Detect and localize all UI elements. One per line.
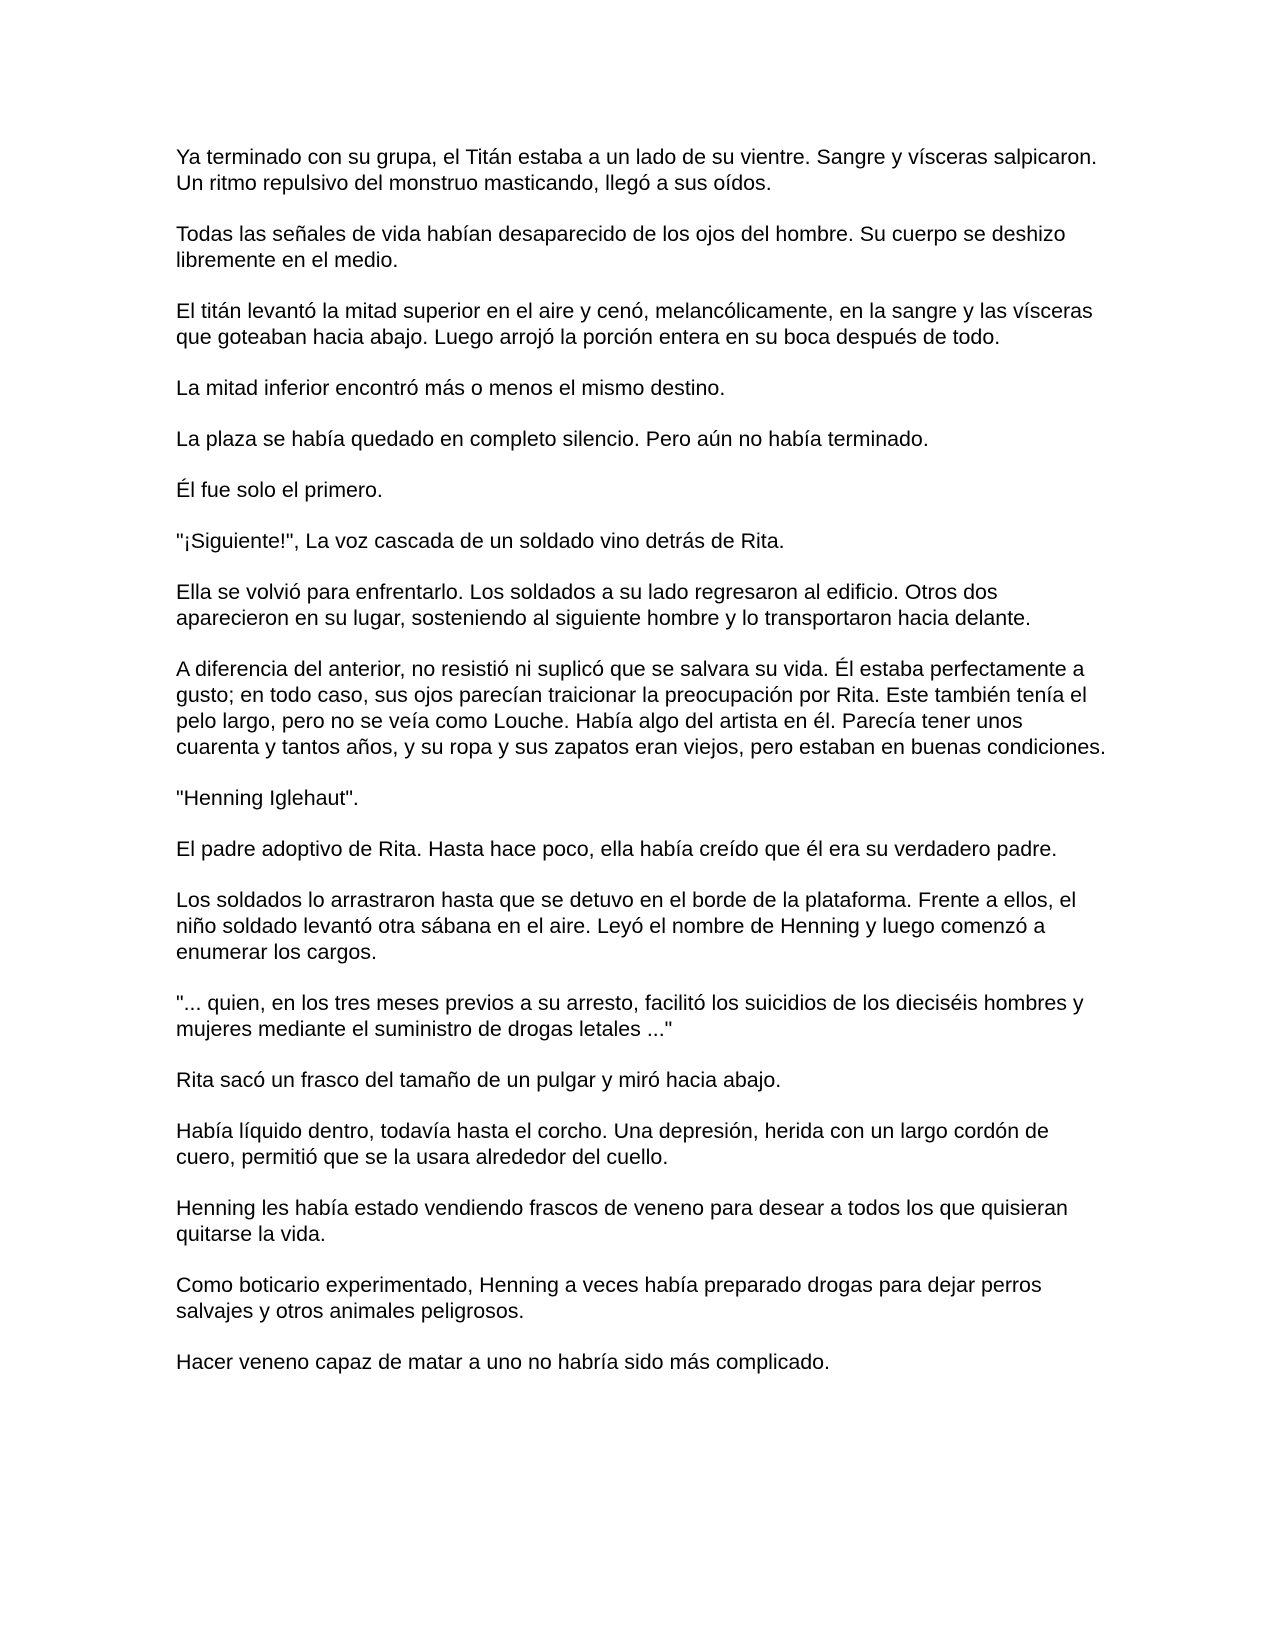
paragraph: La mitad inferior encontró más o menos el mismo destino. <box>176 376 726 400</box>
paragraph: Había líquido dentro, todavía hasta el corcho. Una depresión, herida con un largo cordón de cuero, permitió que se la usara alrededor del cuello. <box>176 1119 1049 1169</box>
paragraph: Todas las señales de vida habían desaparecido de los ojos del hombre. Su cuerpo se deshizo libremente en el medio. <box>176 222 1066 272</box>
paragraph: Él fue solo el primero. <box>176 478 383 502</box>
paragraph: Ya terminado con su grupa, el Titán estaba a un lado de su vientre. Sangre y vísceras salpicaron. Un ritmo repulsivo del monstruo masticando, llegó a sus oídos. <box>176 145 1098 195</box>
paragraph: Como boticario experimentado, Henning a veces había preparado drogas para dejar perros salvajes y otros animales peligrosos. <box>176 1273 1042 1323</box>
paragraph: El padre adoptivo de Rita. Hasta hace poco, ella había creído que él era su verdadero padre. <box>176 837 1058 861</box>
paragraph: A diferencia del anterior, no resistió ni suplicó que se salvara su vida. Él estaba perfectamente a gusto; en todo caso, sus ojos parecían traicionar la preocupación por Rita. Este también tenía el pelo largo, pero no se veía como Louche. Había algo del artista en él. Parecía tener unos cuarenta y tantos años, y su ropa y sus zapatos eran viejos, pero estaban en buenas condiciones. <box>176 657 1106 759</box>
document-body <box>176 144 1106 1400</box>
paragraph: La plaza se había quedado en completo silencio. Pero aún no había terminado. <box>176 427 929 451</box>
paragraph: Rita sacó un frasco del tamaño de un pulgar y miró hacia abajo. <box>176 1068 782 1092</box>
paragraph: "Henning Iglehaut". <box>176 786 359 810</box>
paragraph: El titán levantó la mitad superior en el aire y cenó, melancólicamente, en la sangre y las vísceras que goteaban hacia abajo. Luego arrojó la porción entera en su boca después de todo. <box>176 299 1093 349</box>
paragraph: Hacer veneno capaz de matar a uno no habría sido más complicado. <box>176 1350 830 1374</box>
paragraph: "... quien, en los tres meses previos a su arresto, facilitó los suicidios de los dieciséis hombres y mujeres mediante el suministro de drogas letales ..." <box>176 991 1084 1041</box>
paragraph: Ella se volvió para enfrentarlo. Los soldados a su lado regresaron al edificio. Otros dos aparecieron en su lugar, sosteniendo al siguiente hombre y lo transportaron hacia delante. <box>176 580 1031 630</box>
paragraph: Henning les había estado vendiendo frascos de veneno para desear a todos los que quisieran quitarse la vida. <box>176 1196 1068 1246</box>
paragraph: "¡Siguiente!", La voz cascada de un soldado vino detrás de Rita. <box>176 529 785 553</box>
paragraph: Los soldados lo arrastraron hasta que se detuvo en el borde de la plataforma. Frente a ellos, el niño soldado levantó otra sábana en el aire. Leyó el nombre de Henning y luego comenzó a enumerar los cargos. <box>176 888 1077 964</box>
